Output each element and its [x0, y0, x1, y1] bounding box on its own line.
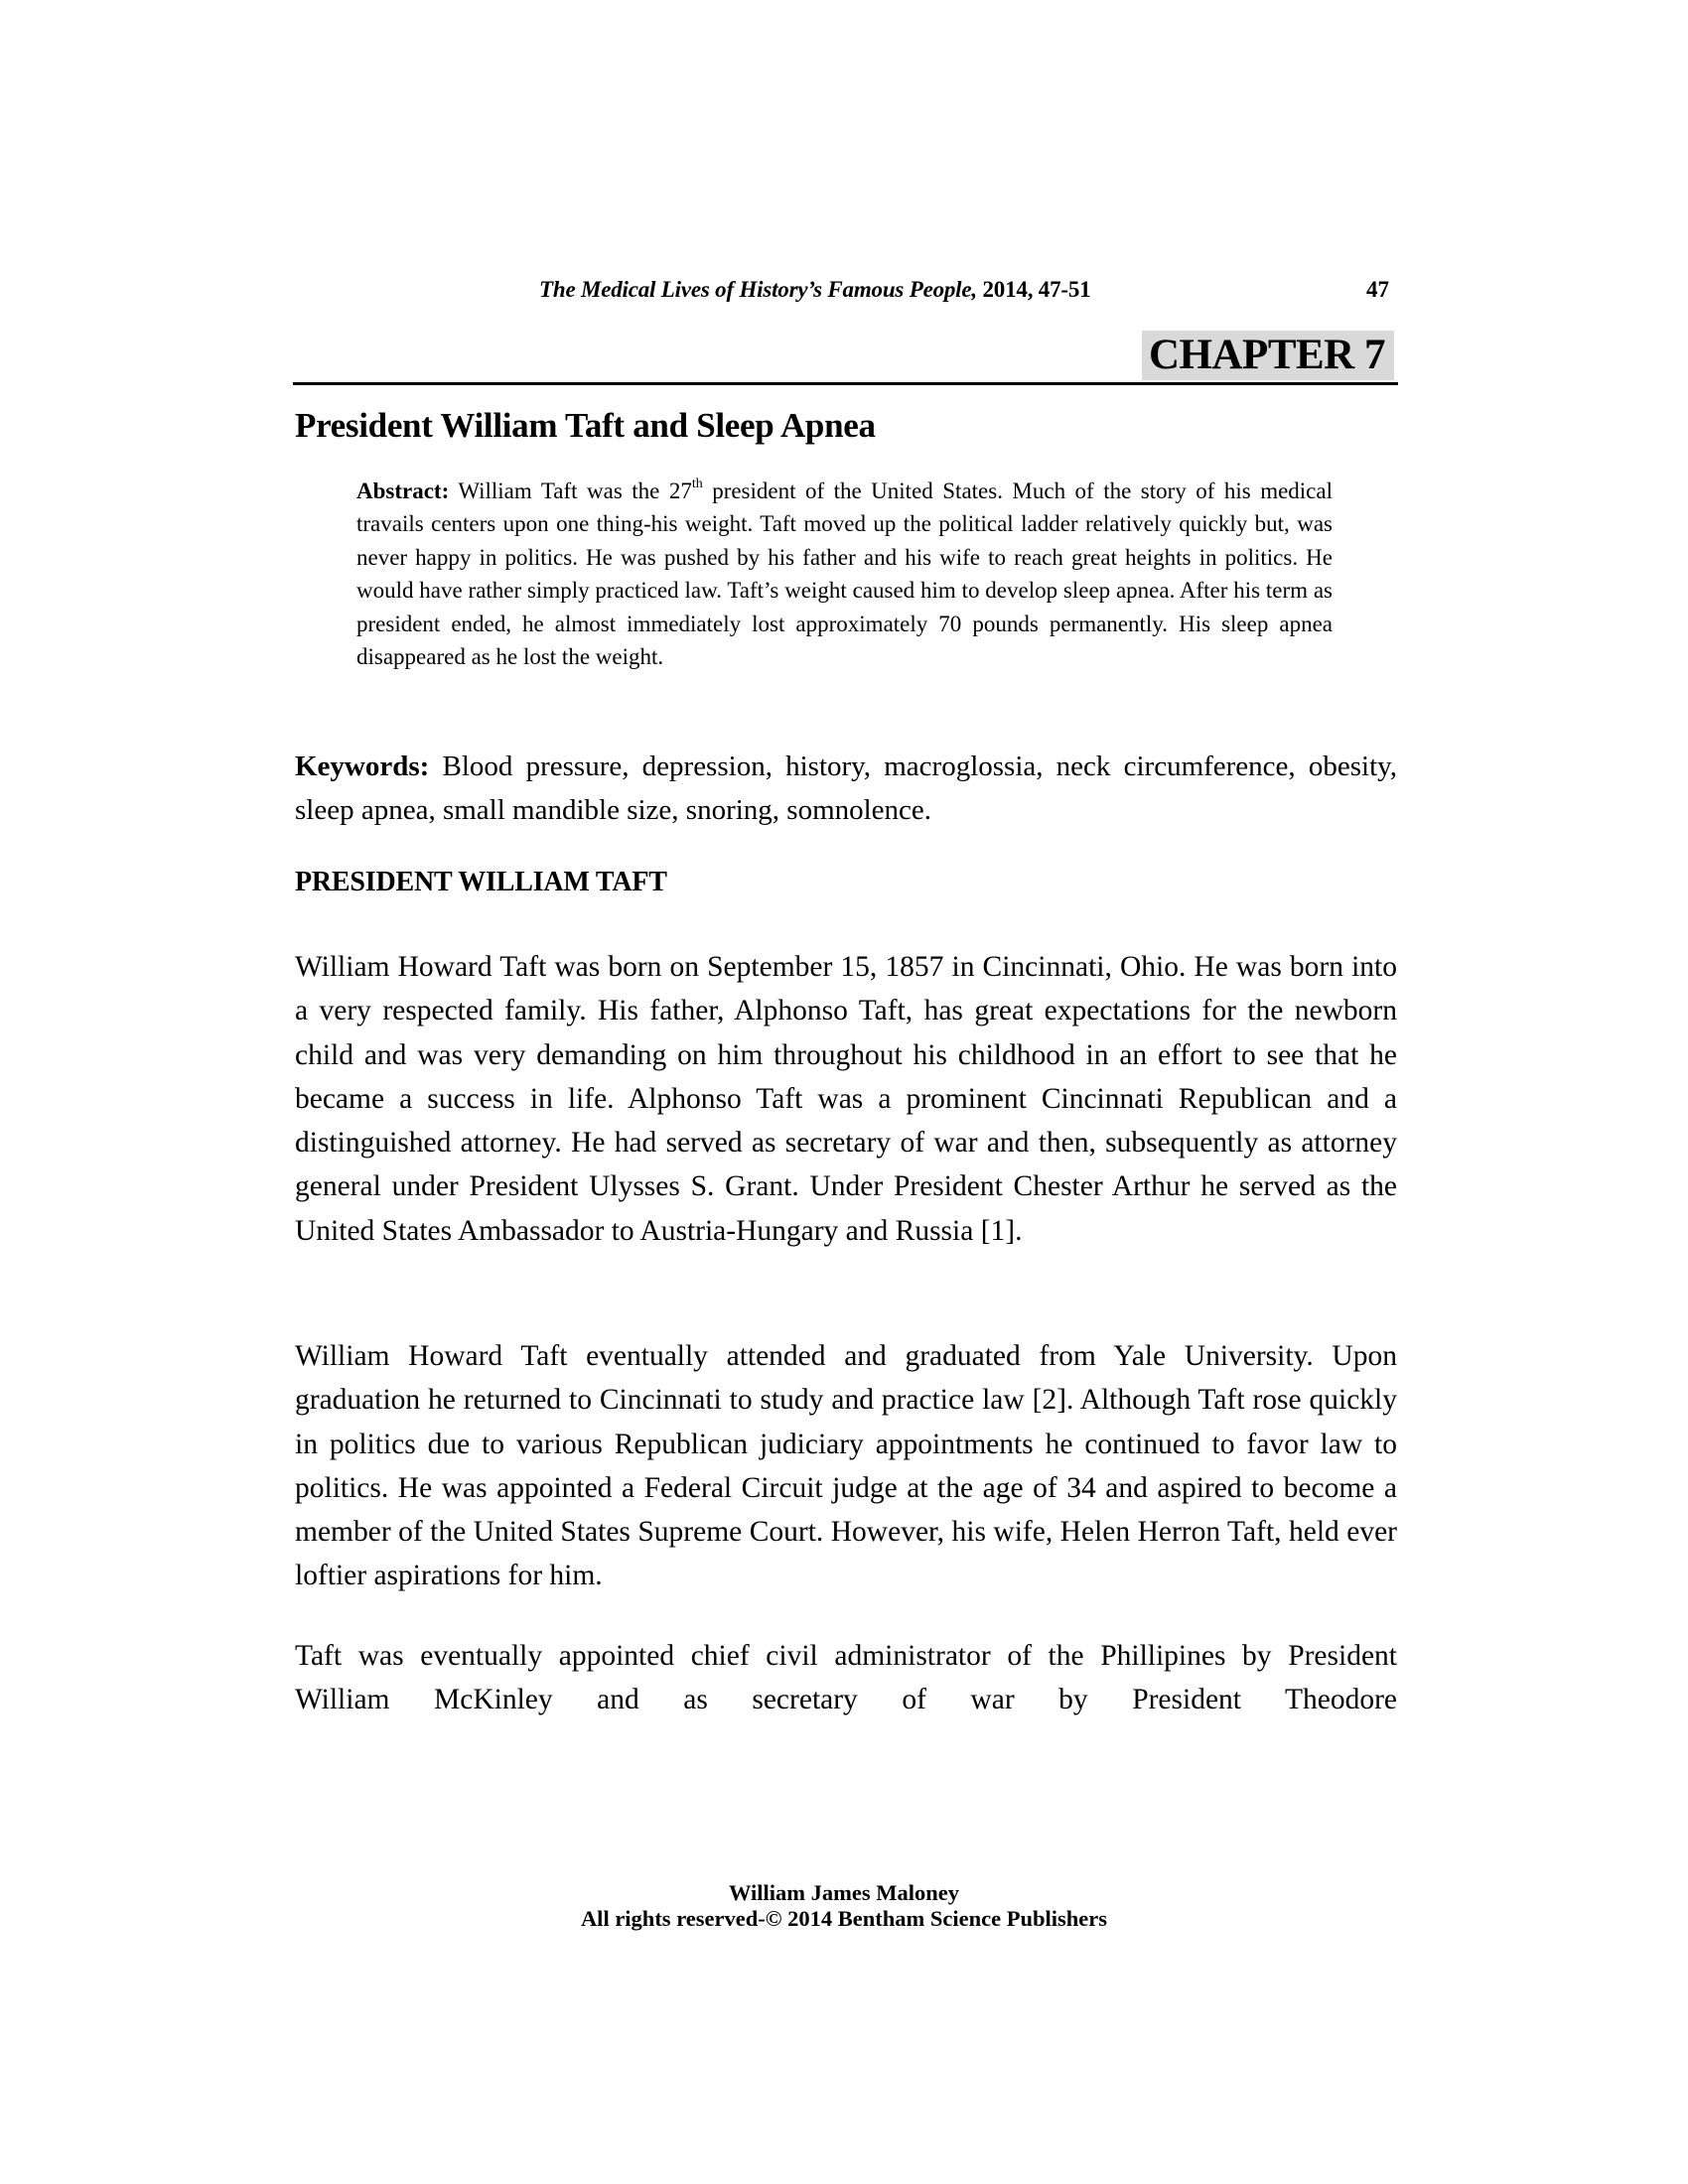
chapter-label: CHAPTER 7 [1149, 332, 1385, 378]
book-title: The Medical Lives of History’s Famous People, [539, 277, 977, 302]
paragraph-2: William Howard Taft eventually attended and graduated from Yale University. Upon graduation he returned to Cincinnati to study and practice law [2]. Although Taft rose quickly in politics due to various Republican judiciary appointments he continued to favor law to politics. He was appointed a Federal Circuit judge at the age of 34 and aspired to become a member of the United States Supreme Court. However, his wife, Helen Herron Taft, held ever loftier aspirations for him. [295, 1340, 1397, 1592]
abstract-label: Abstract: [356, 478, 450, 503]
abstract-text-rest: president of the United States. Much of the story of his medical travails centers upon one thing-his weight. Taft moved up the political ladder relatively quickly but, was never happy in politics. He was pushed by his father and his wife to reach great heights in politics. He would have rather simply practiced law. Taft’s weight caused him to develop sleep apnea. After his term as president ended, he almost immediately lost approximately 70 pounds permanently. His sleep apnea disappeared as he lost the weight. [356, 478, 1333, 670]
page-number: 47 [1366, 277, 1389, 302]
year-pages: 2014, 47-51 [982, 277, 1091, 302]
abstract [356, 475, 1333, 673]
header-rule [293, 382, 1398, 385]
section-heading: PRESIDENT WILLIAM TAFT [295, 867, 667, 897]
footer-author: William James Maloney [728, 1880, 960, 1905]
paragraph-1: William Howard Taft was born on September 15, 1857 in Cincinnati, Ohio. He was born into a very respected family. His father, Alphonso Taft, has great expectations for the newborn child and was very demanding on him throughout his childhood in an effort to see that he became a success in life. Alphonso Taft was a prominent Cincinnati Republican and a distinguished attorney. He had served as secretary of war and then, subsequently as attorney general under President Ulysses S. Grant. Under President Chester Arthur he served as the United States Ambassador to Austria-Hungary and Russia [1]. [295, 951, 1397, 1247]
abstract-text-start: William Taft was the 27 [458, 478, 692, 503]
running-header [539, 277, 1090, 303]
keywords-text: Blood pressure, depression, history, macroglossia, neck circumference, obesity, sleep apnea, small mandible size, snoring, somnolence. [295, 751, 1397, 826]
keywords-label: Keywords: [295, 751, 430, 782]
keywords [295, 745, 1397, 832]
footer-copyright: All rights reserved-© 2014 Bentham Science Publishers [580, 1906, 1108, 1931]
paragraph-3: Taft was eventually appointed chief civil administrator of the Phillipines by President William McKinley and as secretary of war by President Theodore [295, 1640, 1397, 1716]
abstract-ordinal-suffix: th [691, 477, 703, 492]
chapter-title: President William Taft and Sleep Apnea [295, 406, 876, 445]
